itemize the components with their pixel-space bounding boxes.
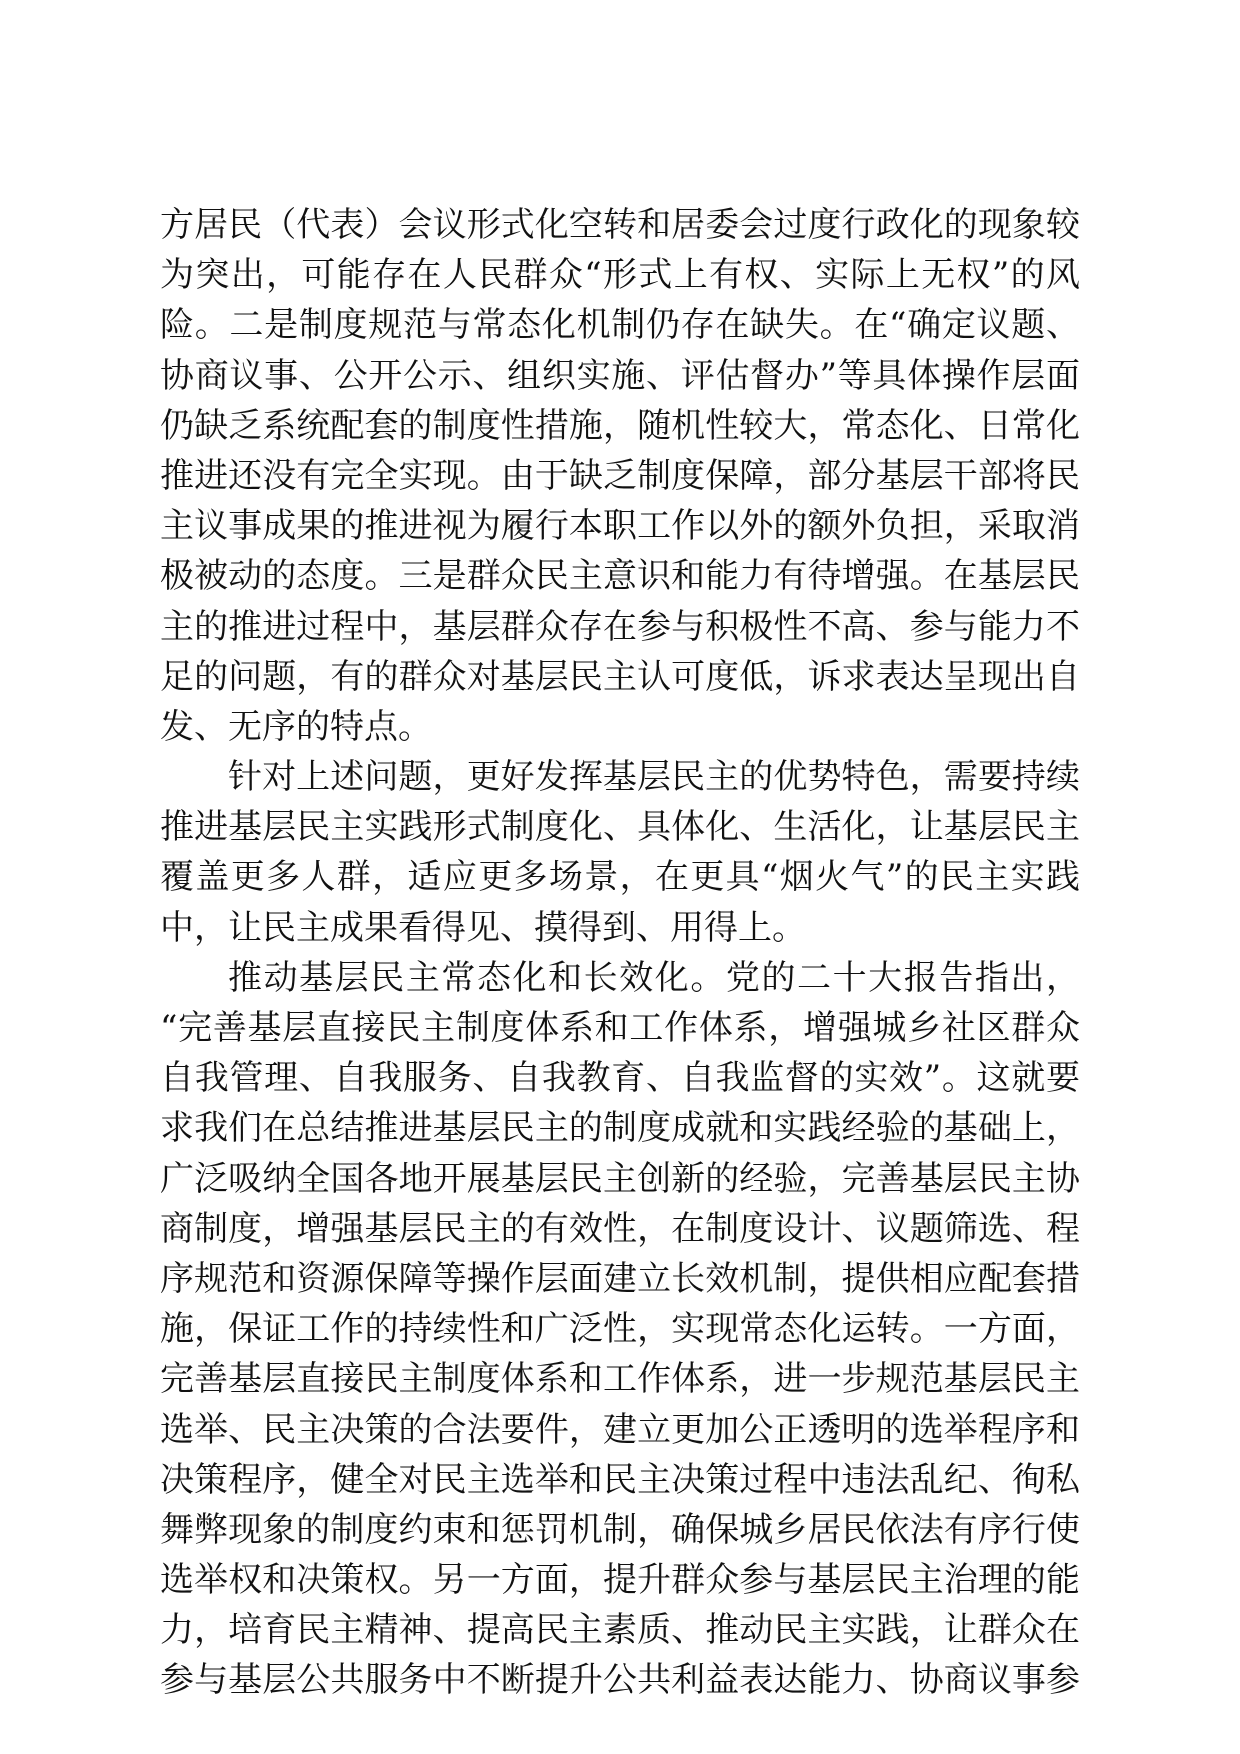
paragraph-line: 自我管理、自我服务、自我教育、自我监督的实效”。这就要	[160, 1058, 1080, 1099]
paragraph-line: 广泛吸纳全国各地开展基层民主创新的经验，完善基层民主协	[160, 1158, 1080, 1199]
paragraph-line: 险。二是制度规范与常态化机制仍存在缺失。在“确定议题、	[160, 305, 1080, 346]
paragraph-line: 序规范和资源保障等操作层面建立长效机制，提供相应配套措	[160, 1258, 1080, 1299]
paragraph-line: 商制度，增强基层民主的有效性，在制度设计、议题筛选、程	[160, 1208, 1080, 1249]
paragraph-line: 求我们在总结推进基层民主的制度成就和实践经验的基础上，	[160, 1108, 1080, 1149]
paragraph-line: 协商议事、公开公示、组织实施、评估督办”等具体操作层面	[160, 355, 1080, 396]
paragraph-line: “完善基层直接民主制度体系和工作体系，增强城乡社区群众	[160, 1008, 1080, 1048]
paragraph-line: 针对上述问题，更好发挥基层民主的优势特色，需要持续	[228, 757, 1080, 798]
paragraph-line: 发、无序的特点。	[160, 706, 432, 747]
paragraph-line: 施，保证工作的持续性和广泛性，实现常态化运转。一方面，	[160, 1309, 1080, 1350]
paragraph-line: 中，让民主成果看得见、摸得到、用得上。	[160, 907, 806, 948]
body-text	[160, 200, 1080, 1706]
paragraph-line: 极被动的态度。三是群众民主意识和能力有待增强。在基层民	[160, 556, 1080, 597]
paragraph-line: 选举、民主决策的合法要件，建立更加公正透明的选举程序和	[160, 1409, 1080, 1450]
paragraph-line: 主议事成果的推进视为履行本职工作以外的额外负担，采取消	[160, 506, 1080, 547]
paragraph-line: 推动基层民主常态化和长效化。党的二十大报告指出，	[228, 957, 1080, 998]
paragraph-line: 舞弊现象的制度约束和惩罚机制，确保城乡居民依法有序行使	[160, 1509, 1080, 1550]
paragraph-line: 方居民（代表）会议形式化空转和居委会过度行政化的现象较	[160, 205, 1080, 245]
paragraph-line: 推进还没有完全实现。由于缺乏制度保障，部分基层干部将民	[160, 455, 1080, 496]
paragraph-line: 为突出，可能存在人民群众“形式上有权、实际上无权”的风	[160, 255, 1080, 296]
paragraph-line: 力，培育民主精神、提高民主素质、推动民主实践，让群众在	[160, 1610, 1080, 1651]
paragraph-line: 决策程序，健全对民主选举和民主决策过程中违法乱纪、徇私	[160, 1459, 1080, 1500]
paragraph-line: 主的推进过程中，基层群众存在参与积极性不高、参与能力不	[160, 606, 1080, 647]
paragraph-line: 覆盖更多人群，适应更多场景，在更具“烟火气”的民主实践	[160, 857, 1080, 898]
paragraph-line: 参与基层公共服务中不断提升公共利益表达能力、协商议事参	[160, 1660, 1080, 1701]
paragraph-line: 选举权和决策权。另一方面，提升群众参与基层民主治理的能	[160, 1560, 1080, 1601]
paragraph-line: 完善基层直接民主制度体系和工作体系，进一步规范基层民主	[160, 1359, 1080, 1400]
paragraph-line: 仍缺乏系统配套的制度性措施，随机性较大，常态化、日常化	[160, 405, 1080, 446]
paragraph-line: 推进基层民主实践形式制度化、具体化、生活化，让基层民主	[160, 807, 1080, 848]
paragraph-line: 足的问题，有的群众对基层民主认可度低，诉求表达呈现出自	[160, 656, 1080, 697]
